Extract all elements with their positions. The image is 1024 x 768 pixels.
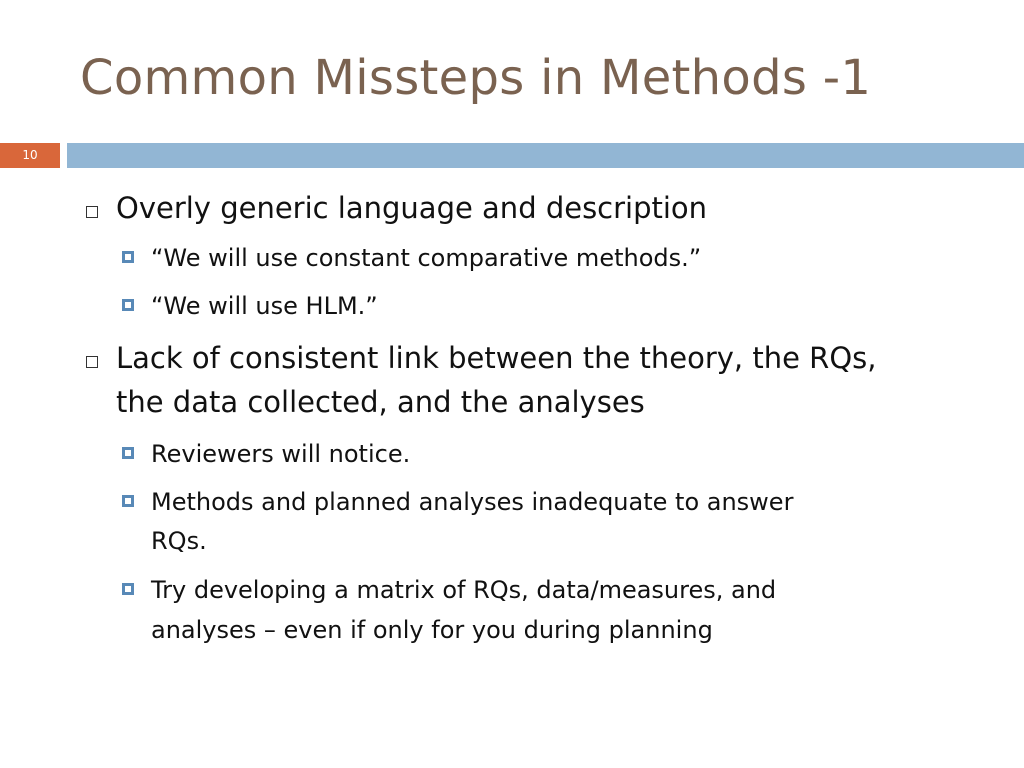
slide-number-badge: 10 (0, 143, 60, 168)
slide-title: Common Missteps in Methods -1 (80, 50, 872, 106)
hollow-square-bullet-icon (86, 206, 98, 218)
bullet-text: Overly generic language and description (116, 191, 708, 225)
bullet-text: Reviewers will notice. (151, 440, 411, 468)
bullet-text-line: RQs. (151, 527, 207, 555)
square-bullet-icon (122, 447, 134, 459)
bullet-text-line: the data collected, and the analyses (116, 385, 645, 419)
title-divider-bar (67, 143, 1024, 168)
hollow-square-bullet-icon (86, 356, 98, 368)
bullet-text-line: Try developing a matrix of RQs, data/measures, and (151, 576, 777, 604)
bullet-text: “We will use HLM.” (151, 292, 378, 320)
bullet-text-line: Methods and planned analyses inadequate to answer (151, 488, 794, 516)
square-bullet-icon (122, 299, 134, 311)
bullet-text: “We will use constant comparative methods.” (151, 244, 702, 272)
square-bullet-icon (122, 583, 134, 595)
bullet-text-line: analyses – even if only for you during planning (151, 616, 713, 644)
square-bullet-icon (122, 495, 134, 507)
bullet-text-line: Lack of consistent link between the theory, the RQs, (116, 341, 877, 375)
square-bullet-icon (122, 251, 134, 263)
